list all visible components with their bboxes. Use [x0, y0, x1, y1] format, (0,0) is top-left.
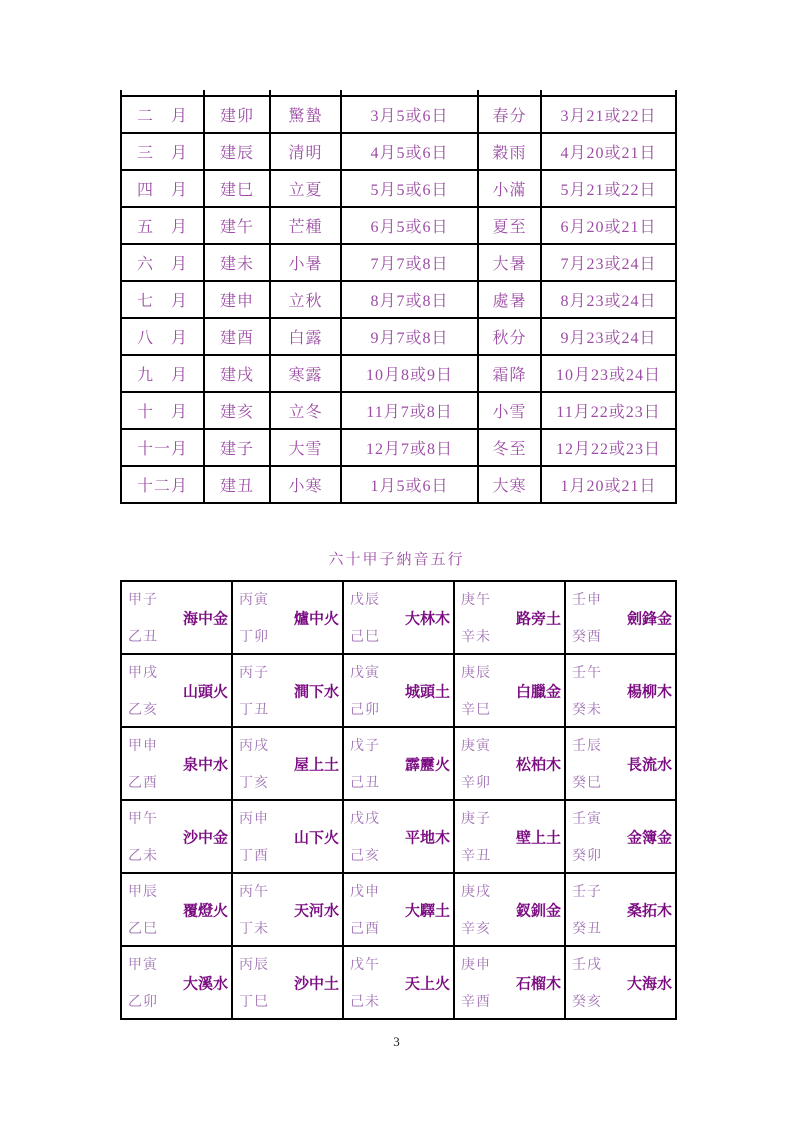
stem-branch-bottom: 己巳: [350, 630, 380, 645]
stem-branch-bottom: 乙亥: [128, 703, 158, 718]
midterm-date-cell: 3月21或22日: [541, 96, 676, 133]
nayin-cell: [565, 727, 676, 800]
term-date-cell: 10月8或9日: [341, 355, 478, 392]
stem-branch-top: 庚辰: [461, 666, 491, 681]
term-cell: 寒露: [270, 355, 341, 392]
midterm-date-cell: 10月23或24日: [541, 355, 676, 392]
table-row: [121, 281, 676, 318]
month-cell: 九 月: [121, 355, 204, 392]
term-date-cell: 8月7或8日: [341, 281, 478, 318]
jian-cell: 建酉: [204, 318, 270, 355]
nayin-cell: [343, 581, 454, 654]
term-cell: 驚蟄: [270, 96, 341, 133]
midterm-cell: 秋分: [478, 318, 541, 355]
stem-branch-bottom: 己丑: [350, 776, 380, 791]
stem-branch-bottom: 丁亥: [239, 776, 269, 791]
nayin-name: 大溪水: [182, 976, 228, 992]
stem-branch-top: 壬辰: [572, 739, 602, 754]
stem-branch-top: 戊戌: [350, 812, 380, 827]
term-cell: 清明: [270, 133, 341, 170]
table-row: [121, 170, 676, 207]
term-date-cell: 6月5或6日: [341, 207, 478, 244]
midterm-cell: 春分: [478, 96, 541, 133]
jian-cell: 建丑: [204, 466, 270, 503]
stem-branch-bottom: 辛卯: [461, 776, 491, 791]
table-row: [121, 96, 676, 133]
stem-branch-bottom: 乙巳: [128, 922, 158, 937]
term-cell: 白露: [270, 318, 341, 355]
stem-branch-bottom: 癸丑: [572, 922, 602, 937]
stem-branch-top: 庚申: [461, 958, 491, 973]
midterm-date-cell: 8月23或24日: [541, 281, 676, 318]
stem-branch-bottom: 癸酉: [572, 630, 602, 645]
table-row: [121, 318, 676, 355]
nayin-name: 大海水: [626, 976, 672, 992]
nayin-name: 覆燈火: [182, 903, 228, 919]
nayin-cell: [565, 581, 676, 654]
nayin-cell: [565, 873, 676, 946]
stem-branch-bottom: 丁巳: [239, 995, 269, 1010]
nayin-cell: [565, 946, 676, 1019]
nayin-table: [120, 580, 677, 1020]
month-cell: 六 月: [121, 244, 204, 281]
nayin-name: 石榴木: [515, 976, 561, 992]
jian-cell: 建子: [204, 429, 270, 466]
stem-branch-top: 庚戌: [461, 885, 491, 900]
stem-branch-top: 丙午: [239, 885, 269, 900]
nayin-cell: [121, 581, 232, 654]
nayin-name: 泉中水: [182, 757, 228, 773]
nayin-cell: [121, 800, 232, 873]
stem-branch-top: 庚午: [461, 593, 491, 608]
stem-branch-top: 庚寅: [461, 739, 491, 754]
midterm-date-cell: 11月22或23日: [541, 392, 676, 429]
stem-branch-bottom: 癸亥: [572, 995, 602, 1010]
nayin-cell: [121, 654, 232, 727]
nayin-cell: [454, 654, 565, 727]
nayin-name: 天河水: [293, 903, 339, 919]
table-row: [121, 133, 676, 170]
stem-branch-top: 甲寅: [128, 958, 158, 973]
stem-branch-bottom: 辛巳: [461, 703, 491, 718]
stem-branch-top: 甲戌: [128, 666, 158, 681]
term-date-cell: 3月5或6日: [341, 96, 478, 133]
nayin-name: 爐中火: [293, 611, 339, 627]
nayin-cell: [121, 727, 232, 800]
page-number: 3: [393, 1034, 400, 1049]
term-cell: 立秋: [270, 281, 341, 318]
nayin-name: 楊柳木: [626, 684, 672, 700]
nayin-name: 海中金: [182, 611, 228, 627]
solar-terms-table: [120, 90, 677, 504]
stem-branch-top: 丙申: [239, 812, 269, 827]
nayin-name: 路旁土: [515, 611, 561, 627]
jian-cell: 建申: [204, 281, 270, 318]
term-cell: 大雪: [270, 429, 341, 466]
stem-branch-bottom: 丁丑: [239, 703, 269, 718]
stem-branch-bottom: 丁卯: [239, 630, 269, 645]
stem-branch-bottom: 癸巳: [572, 776, 602, 791]
table-row: [121, 244, 676, 281]
stem-branch-bottom: 辛亥: [461, 922, 491, 937]
nayin-cell: [565, 654, 676, 727]
nayin-name: 山頭火: [182, 684, 228, 700]
nayin-name: 山下火: [293, 830, 339, 846]
stem-branch-bottom: 丁未: [239, 922, 269, 937]
stem-branch-top: 戊申: [350, 885, 380, 900]
nayin-name: 釵釧金: [515, 903, 561, 919]
month-cell: 二 月: [121, 96, 204, 133]
table-row: [121, 207, 676, 244]
month-cell: 八 月: [121, 318, 204, 355]
jian-cell: 建辰: [204, 133, 270, 170]
jian-cell: 建卯: [204, 96, 270, 133]
term-date-cell: 7月7或8日: [341, 244, 478, 281]
stem-branch-bottom: 乙未: [128, 849, 158, 864]
term-cell: 芒種: [270, 207, 341, 244]
nayin-cell: [343, 654, 454, 727]
nayin-name: 壁上土: [515, 830, 561, 846]
nayin-cell: [121, 946, 232, 1019]
stem-branch-bottom: 乙丑: [128, 630, 158, 645]
stem-branch-bottom: 癸未: [572, 703, 602, 718]
stem-branch-top: 戊寅: [350, 666, 380, 681]
stem-branch-top: 丙辰: [239, 958, 269, 973]
nayin-cell: [343, 727, 454, 800]
nayin-name: 長流水: [626, 757, 672, 773]
section-title: 六十甲子納音五行: [328, 552, 465, 568]
nayin-cell: [232, 873, 343, 946]
stem-branch-top: 壬申: [572, 593, 602, 608]
midterm-cell: 穀雨: [478, 133, 541, 170]
stem-branch-top: 壬寅: [572, 812, 602, 827]
table-row: [121, 654, 676, 727]
table-row: [121, 355, 676, 392]
stem-branch-bottom: 己亥: [350, 849, 380, 864]
table-row: [121, 581, 676, 654]
midterm-cell: 大寒: [478, 466, 541, 503]
nayin-name: 松柏木: [515, 757, 561, 773]
nayin-cell: [343, 946, 454, 1019]
nayin-name: 城頭土: [404, 684, 450, 700]
jian-cell: 建戌: [204, 355, 270, 392]
midterm-cell: 小滿: [478, 170, 541, 207]
jian-cell: 建巳: [204, 170, 270, 207]
nayin-cell: [232, 800, 343, 873]
nayin-cell: [121, 873, 232, 946]
nayin-cell: [454, 727, 565, 800]
midterm-cell: 冬至: [478, 429, 541, 466]
jian-cell: 建午: [204, 207, 270, 244]
jian-cell: 建亥: [204, 392, 270, 429]
term-date-cell: 9月7或8日: [341, 318, 478, 355]
stem-branch-top: 丙戌: [239, 739, 269, 754]
stem-branch-top: 壬午: [572, 666, 602, 681]
stem-branch-bottom: 己未: [350, 995, 380, 1010]
nayin-name: 大林木: [404, 611, 450, 627]
midterm-cell: 霜降: [478, 355, 541, 392]
nayin-cell: [454, 800, 565, 873]
stem-branch-top: 甲午: [128, 812, 158, 827]
jian-cell: 建未: [204, 244, 270, 281]
nayin-cell: [454, 873, 565, 946]
nayin-name: 沙中金: [182, 830, 228, 846]
midterm-cell: 大暑: [478, 244, 541, 281]
term-date-cell: 4月5或6日: [341, 133, 478, 170]
table-row: [121, 727, 676, 800]
midterm-cell: 夏至: [478, 207, 541, 244]
stem-branch-top: 丙子: [239, 666, 269, 681]
nayin-cell: [454, 581, 565, 654]
nayin-name: 白臘金: [515, 684, 561, 700]
nayin-name: 劍鋒金: [626, 611, 672, 627]
stem-branch-bottom: 乙酉: [128, 776, 158, 791]
table-row: [121, 873, 676, 946]
stem-branch-top: 戊子: [350, 739, 380, 754]
stem-branch-bottom: 乙卯: [128, 995, 158, 1010]
term-date-cell: 1月5或6日: [341, 466, 478, 503]
nayin-cell: [343, 800, 454, 873]
stem-branch-bottom: 己卯: [350, 703, 380, 718]
stem-branch-bottom: 癸卯: [572, 849, 602, 864]
stem-branch-bottom: 辛丑: [461, 849, 491, 864]
month-cell: 七 月: [121, 281, 204, 318]
stem-branch-top: 戊午: [350, 958, 380, 973]
table-row: [121, 392, 676, 429]
stem-branch-top: 壬子: [572, 885, 602, 900]
term-cell: 小暑: [270, 244, 341, 281]
stem-branch-top: 甲子: [128, 593, 158, 608]
stem-branch-bottom: 辛酉: [461, 995, 491, 1010]
midterm-date-cell: 4月20或21日: [541, 133, 676, 170]
nayin-name: 桑拓木: [626, 903, 672, 919]
nayin-cell: [232, 727, 343, 800]
term-date-cell: 5月5或6日: [341, 170, 478, 207]
nayin-name: 沙中土: [293, 976, 339, 992]
month-cell: 十 月: [121, 392, 204, 429]
nayin-name: 大驛土: [404, 903, 450, 919]
nayin-name: 霹靂火: [404, 757, 450, 773]
nayin-cell: [454, 946, 565, 1019]
nayin-cell: [232, 581, 343, 654]
stem-branch-bottom: 丁酉: [239, 849, 269, 864]
midterm-date-cell: 5月21或22日: [541, 170, 676, 207]
midterm-cell: 處暑: [478, 281, 541, 318]
nayin-cell: [565, 800, 676, 873]
nayin-name: 平地木: [404, 830, 450, 846]
nayin-name: 天上火: [404, 976, 450, 992]
month-cell: 五 月: [121, 207, 204, 244]
stem-branch-top: 甲辰: [128, 885, 158, 900]
term-cell: 立冬: [270, 392, 341, 429]
nayin-name: 金簿金: [626, 830, 672, 846]
midterm-date-cell: 1月20或21日: [541, 466, 676, 503]
stem-branch-top: 庚子: [461, 812, 491, 827]
midterm-date-cell: 12月22或23日: [541, 429, 676, 466]
term-cell: 立夏: [270, 170, 341, 207]
month-cell: 十二月: [121, 466, 204, 503]
midterm-date-cell: 6月20或21日: [541, 207, 676, 244]
nayin-cell: [232, 946, 343, 1019]
midterm-cell: 小雪: [478, 392, 541, 429]
midterm-date-cell: 7月23或24日: [541, 244, 676, 281]
stem-branch-top: 壬戌: [572, 958, 602, 973]
stem-branch-top: 戊辰: [350, 593, 380, 608]
table-row: [121, 466, 676, 503]
month-cell: 十一月: [121, 429, 204, 466]
month-cell: 四 月: [121, 170, 204, 207]
stem-branch-bottom: 己酉: [350, 922, 380, 937]
nayin-cell: [232, 654, 343, 727]
midterm-date-cell: 9月23或24日: [541, 318, 676, 355]
table-row: [121, 946, 676, 1019]
stem-branch-top: 丙寅: [239, 593, 269, 608]
stem-branch-bottom: 辛未: [461, 630, 491, 645]
term-date-cell: 12月7或8日: [341, 429, 478, 466]
table-row: [121, 429, 676, 466]
nayin-name: 澗下水: [293, 684, 339, 700]
stem-branch-top: 甲申: [128, 739, 158, 754]
table-row: [121, 800, 676, 873]
nayin-cell: [343, 873, 454, 946]
nayin-name: 屋上土: [293, 757, 339, 773]
term-date-cell: 11月7或8日: [341, 392, 478, 429]
month-cell: 三 月: [121, 133, 204, 170]
term-cell: 小寒: [270, 466, 341, 503]
